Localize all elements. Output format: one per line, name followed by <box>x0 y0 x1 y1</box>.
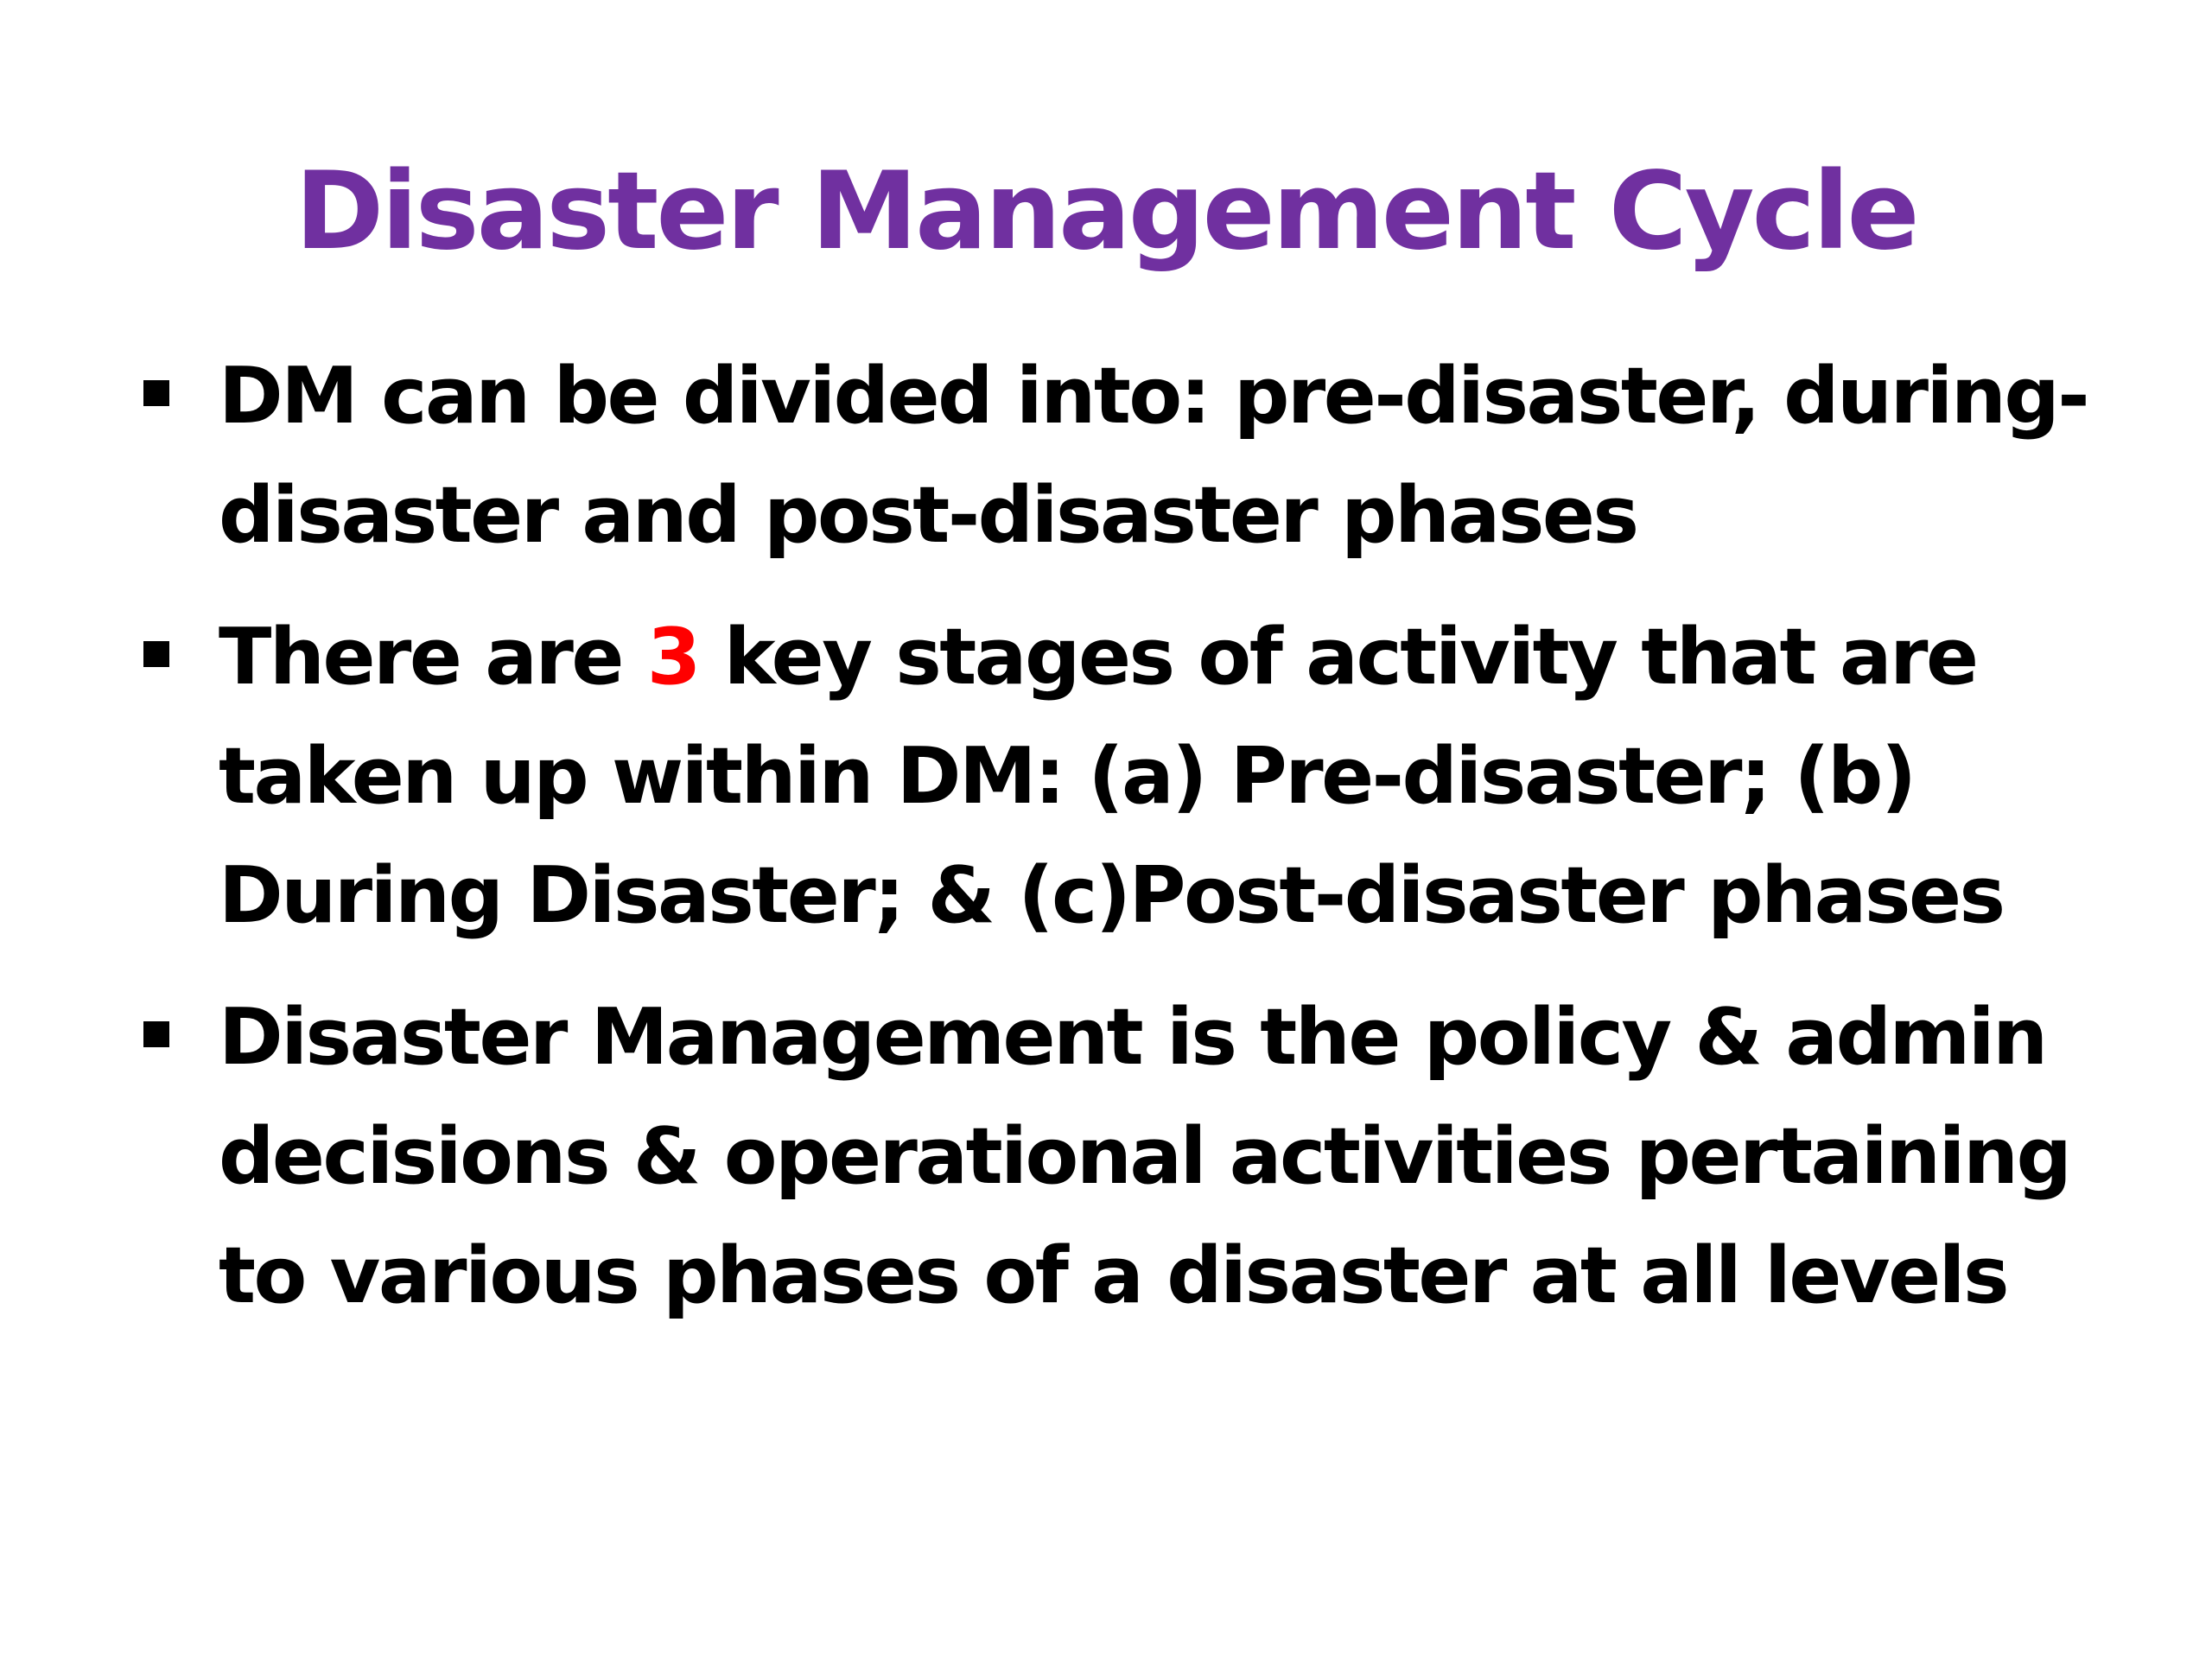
bullet-text-before: There are <box>219 612 647 702</box>
slide-title: Disaster Management Cycle <box>295 149 1917 274</box>
bullet-item-divisions <box>138 337 2100 575</box>
bullet-item-key-stages <box>138 598 2100 956</box>
bullet-text: DM can be divided into: pre-disaster, during-disaster and post-disaster phases <box>219 351 2088 561</box>
stage-count-highlight: 3 <box>646 612 699 702</box>
bullet-text-after: key stages of activity that are taken up within DM: (a) Pre-disaster; (b) During Disaster; & (c)Post-disaster phases <box>219 612 2004 941</box>
bullet-list <box>138 337 2100 1358</box>
bullet-text: Disaster Management is the policy & admin decisions & operational activities pertaining to various phases of a disaster at all levels <box>219 992 2070 1321</box>
bullet-item-definition <box>138 978 2100 1336</box>
square-bullet-icon <box>143 641 169 667</box>
square-bullet-icon <box>143 1021 169 1047</box>
square-bullet-icon <box>143 380 169 406</box>
